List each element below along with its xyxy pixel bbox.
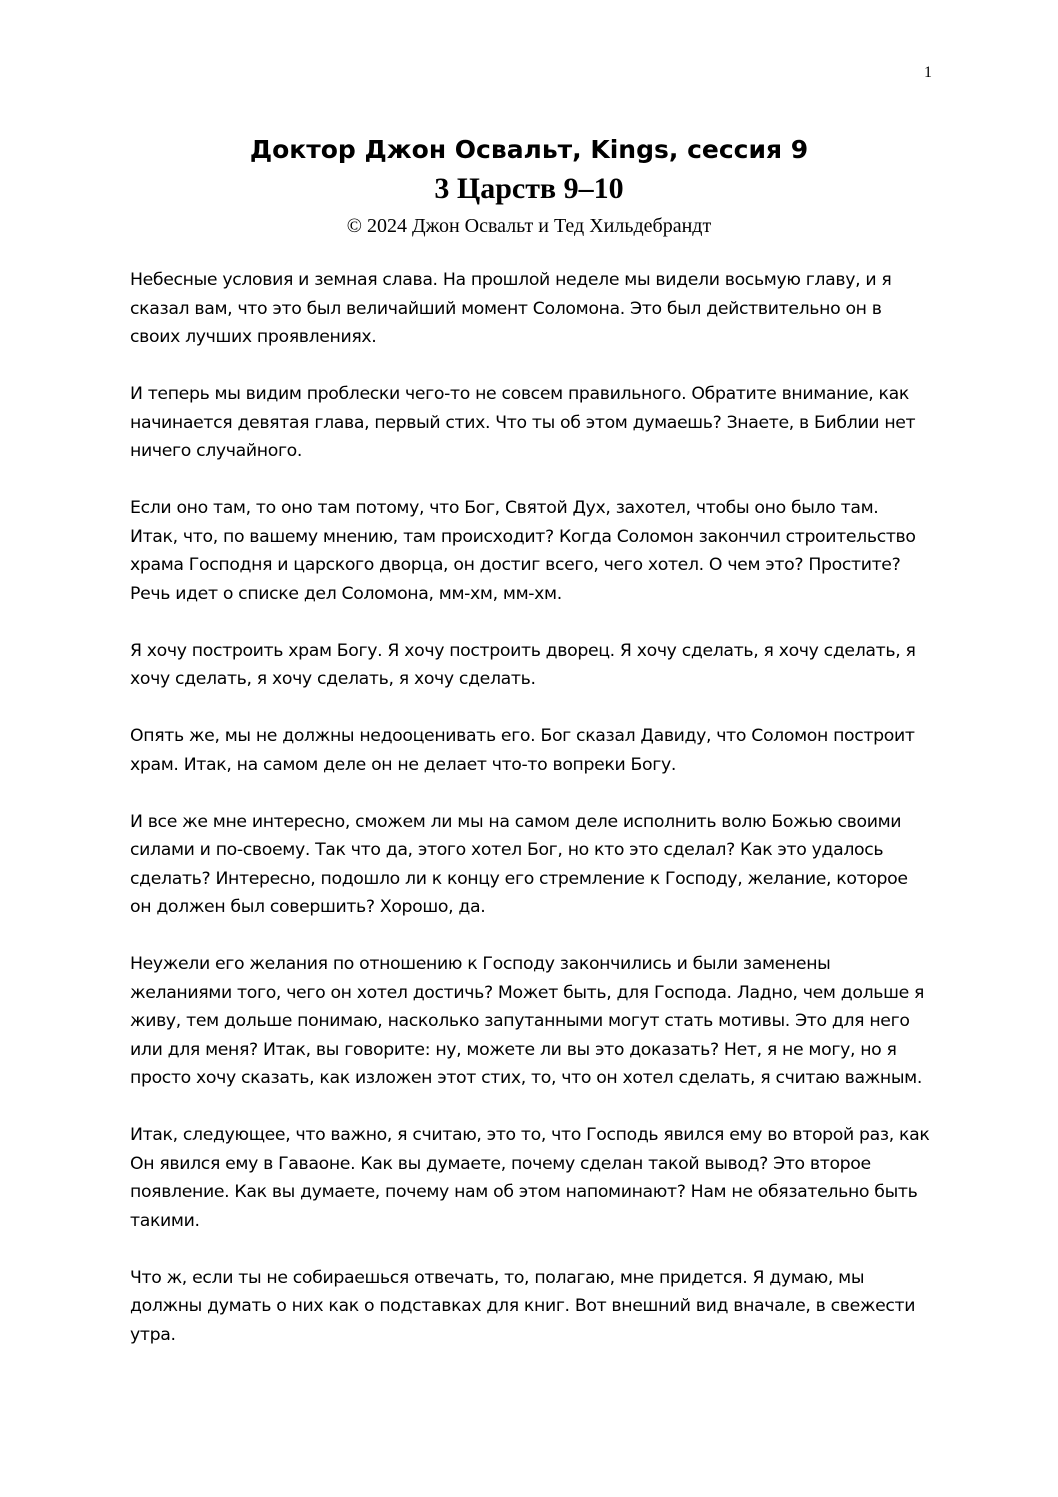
paragraph: Неужели его желания по отношению к Господу закончились и были заменены желаниями того, чего он хотел достичь? Может быть, для Господа. Ладно, чем дольше я живу, тем дольше понимаю, насколько запутанными могут стать мотивы. Это для него или для меня? Итак, вы говорите: ну, можете ли вы это доказать? Нет, я не могу, но я просто хочу сказать, как изложен этот стих, то, что он хотел сделать, я считаю важным. bbox=[130, 954, 925, 1088]
paragraph: Если оно там, то оно там потому, что Бог, Святой Дух, захотел, чтобы оно было там. Итак, что, по вашему мнению, там происходит? Когда Соломон закончил строительство храма Господня и царского дворца, он достиг всего, чего хотел. О чем это? Простите? Речь идет о списке дел Соломона, мм-хм, мм-хм. bbox=[130, 498, 916, 604]
paragraph: Опять же, мы не должны недооценивать его. Бог сказал Давиду, что Соломон построит храм. Итак, на самом деле он не делает что-то вопреки Богу. bbox=[130, 726, 915, 775]
copyright-line: © 2024 Джон Освальт и Тед Хильдебрандт bbox=[346, 215, 712, 237]
body-text bbox=[130, 266, 930, 1378]
paragraph: Что ж, если ты не собираешься отвечать, то, полагаю, мне придется. Я думаю, мы должны думать о них как о подставках для книг. Вот внешний вид вначале, в свежести утра. bbox=[130, 1267, 916, 1345]
paragraph: И теперь мы видим проблески чего-то не совсем правильного. Обратите внимание, как начинается девятая глава, первый стих. Что ты об этом думаешь? Знаете, в Библии нет ничего случайного. bbox=[130, 384, 916, 461]
page-number: 1 bbox=[924, 64, 932, 81]
paragraph: Итак, следующее, что важно, я считаю, это то, что Господь явился ему во второй раз, как Он явился ему в Гаваоне. Как вы думаете, почему сделан такой вывод? Это второе появление. Как вы думаете, почему нам об этом напоминают? Нам не обязательно быть такими. bbox=[130, 1125, 930, 1231]
document-title: Доктор Джон Освальт, Kings, сессия 9 bbox=[249, 135, 809, 164]
paragraph: И все же мне интересно, сможем ли мы на самом деле исполнить волю Божью своими силами и по-своему. Так что да, этого хотел Бог, но кто это сделал? Как это удалось сделать? Интересно, подошло ли к концу его стремление к Господу, желание, которое он должен был совершить? Хорошо, да. bbox=[130, 811, 908, 917]
document-subtitle: 3 Царств 9–10 bbox=[434, 172, 624, 205]
paragraph: Небесные условия и земная слава. На прошлой неделе мы видели восьмую главу, и я сказал вам, что это был величайший момент Соломона. Это был действительно он в своих лучших проявлениях. bbox=[130, 270, 892, 347]
paragraph: Я хочу построить храм Богу. Я хочу построить дворец. Я хочу сделать, я хочу сделать, я хочу сделать, я хочу сделать, я хочу сделать. bbox=[130, 640, 916, 689]
